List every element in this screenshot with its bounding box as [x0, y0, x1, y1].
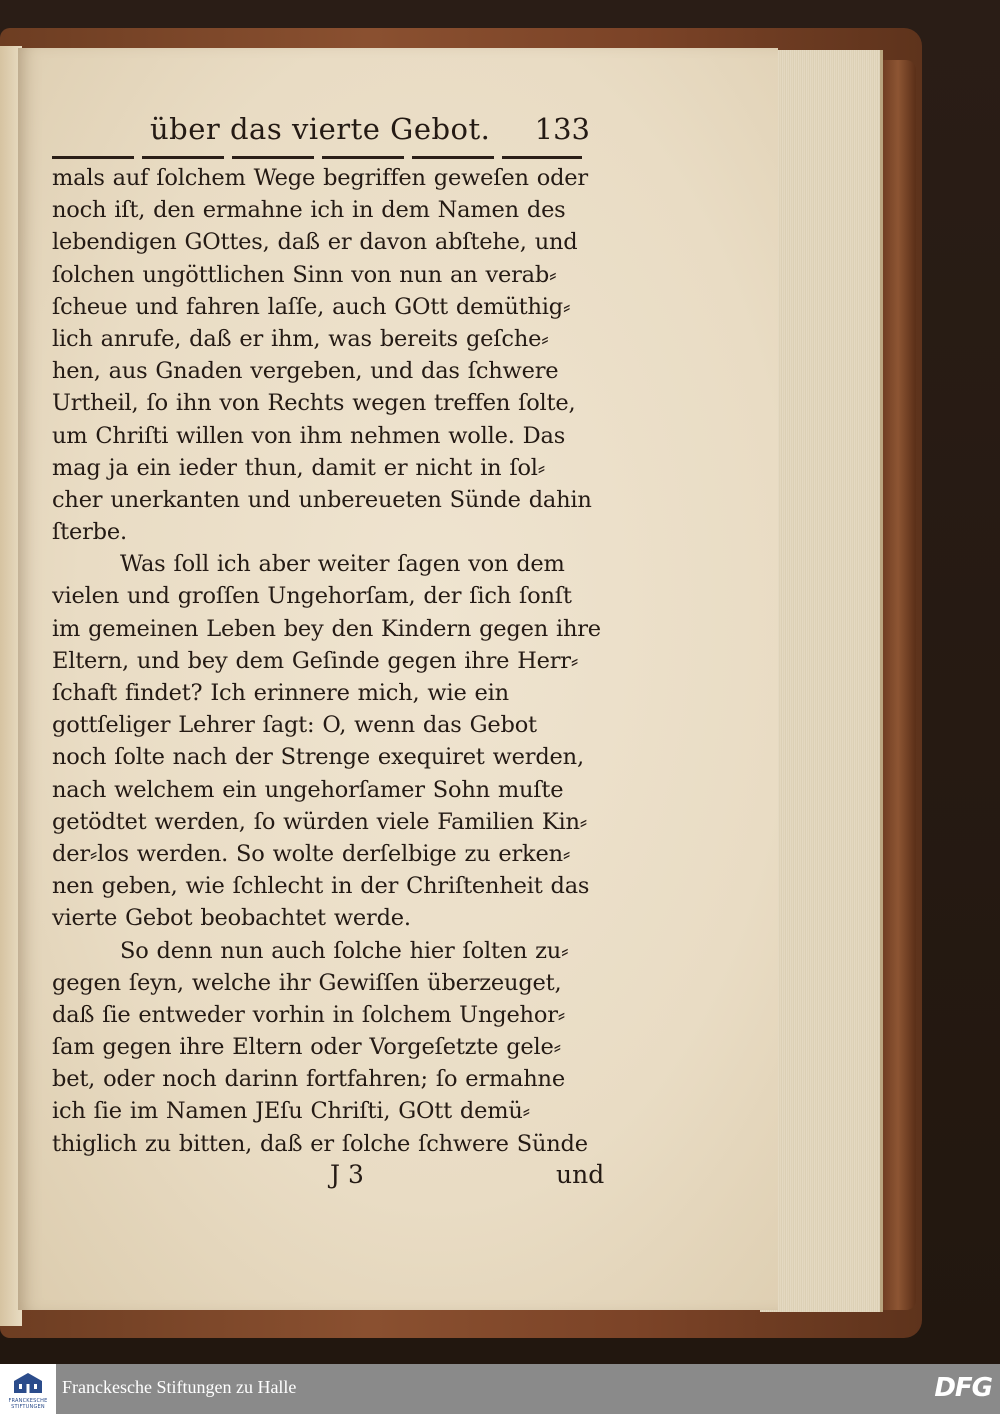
text-line: gottſeliger Lehrer ſagt: O, wenn das Gebot [52, 712, 537, 739]
building-icon [11, 1372, 45, 1394]
text-line: ſolchen ungöttlichen Sinn von nun an verab⸗ [52, 261, 557, 288]
body-text [52, 162, 612, 1160]
institution-logo[interactable] [0, 1364, 56, 1414]
page-edges [760, 50, 883, 1312]
page-header [150, 112, 590, 152]
text-line: vierte Gebot beobachtet werde. [52, 905, 411, 932]
text-line: lich anrufe, daß er ihm, was bereits geſche⸗ [52, 325, 549, 352]
text-line: nach welchem ein ungehorſamer Sohn muſte [52, 776, 564, 803]
page-number: 133 [534, 112, 590, 146]
text-line: hen, aus Gnaden vergeben, und das ſchwere [52, 358, 559, 385]
text-line: ſam gegen ihre Eltern oder Vorgeſetzte gele⸗ [52, 1034, 561, 1061]
text-line: ich ſie im Namen JEſu Chriſti, GOtt demü⸗ [52, 1098, 530, 1125]
logo-wordmark: FRANCKESCHE STIFTUNGEN [8, 1398, 48, 1410]
dfg-logo[interactable]: DFG [934, 1373, 992, 1403]
text-line: ſchaft findet? Ich erinnere mich, wie ein [52, 680, 509, 706]
text-line: getödtet werden, ſo würden viele Familien Kin⸗ [52, 808, 588, 835]
text-line: bet, oder noch darinn fortfahren; ſo ermahne [52, 1066, 565, 1093]
institution-name: Franckesche Stiftungen zu Halle [62, 1377, 297, 1397]
text-line: Urtheil, ſo ihn von Rechts wegen treffen ſolte, [52, 390, 576, 417]
header-rule [52, 156, 582, 159]
text-line: ſterbe. [52, 519, 127, 546]
paragraph-start-line: Was ſoll ich aber weiter ſagen von dem [120, 551, 565, 578]
text-line: um Chriſti willen von ihm nehmen wolle. Das [52, 422, 566, 449]
text-line: thiglich zu bitten, daß er ſolche ſchwere Sünde [52, 1130, 588, 1157]
text-line: der⸗los werden. So wolte derſelbige zu erken⸗ [52, 840, 571, 867]
text-line: lebendigen GOttes, daß er davon abſtehe, und [52, 229, 578, 256]
text-line: ſcheue und fahren laſſe, auch GOtt demüthig⸗ [52, 293, 571, 320]
text-line: gegen ſeyn, welche ihr Gewiſſen überzeuget, [52, 969, 562, 996]
text-line: nen geben, wie ſchlecht in der Chriſtenheit das [52, 873, 590, 900]
viewer-footer [0, 1364, 1000, 1414]
text-line: mals auf ſolchem Wege begriffen geweſen oder [52, 165, 588, 191]
text-line: noch ſolte nach der Strenge exequiret werden, [52, 744, 584, 771]
text-line: cher unerkanten und unbereueten Sünde dahin [52, 486, 592, 513]
catchword: und [556, 1160, 605, 1189]
text-line: im gemeinen Leben bey den Kindern gegen ihre [52, 615, 601, 642]
text-line: noch iſt, den ermahne ich in dem Namen des [52, 197, 566, 224]
paragraph-start-line: So denn nun auch ſolche hier ſolten zu⸗ [120, 937, 569, 964]
text-line: mag ja ein ieder thun, damit er nicht in ſol⸗ [52, 454, 546, 481]
signature-mark: J 3 [330, 1160, 364, 1189]
text-line: Eltern, und bey dem Geſinde gegen ihre Herr⸗ [52, 647, 579, 674]
text-line: vielen und groſſen Ungehorſam, der ſich ſonſt [52, 583, 572, 610]
running-title: über das vierte Gebot. [150, 112, 491, 146]
cover-edge [880, 60, 916, 1310]
text-line: daß ſie entweder vorhin in ſolchem Ungehor⸗ [52, 1001, 566, 1028]
